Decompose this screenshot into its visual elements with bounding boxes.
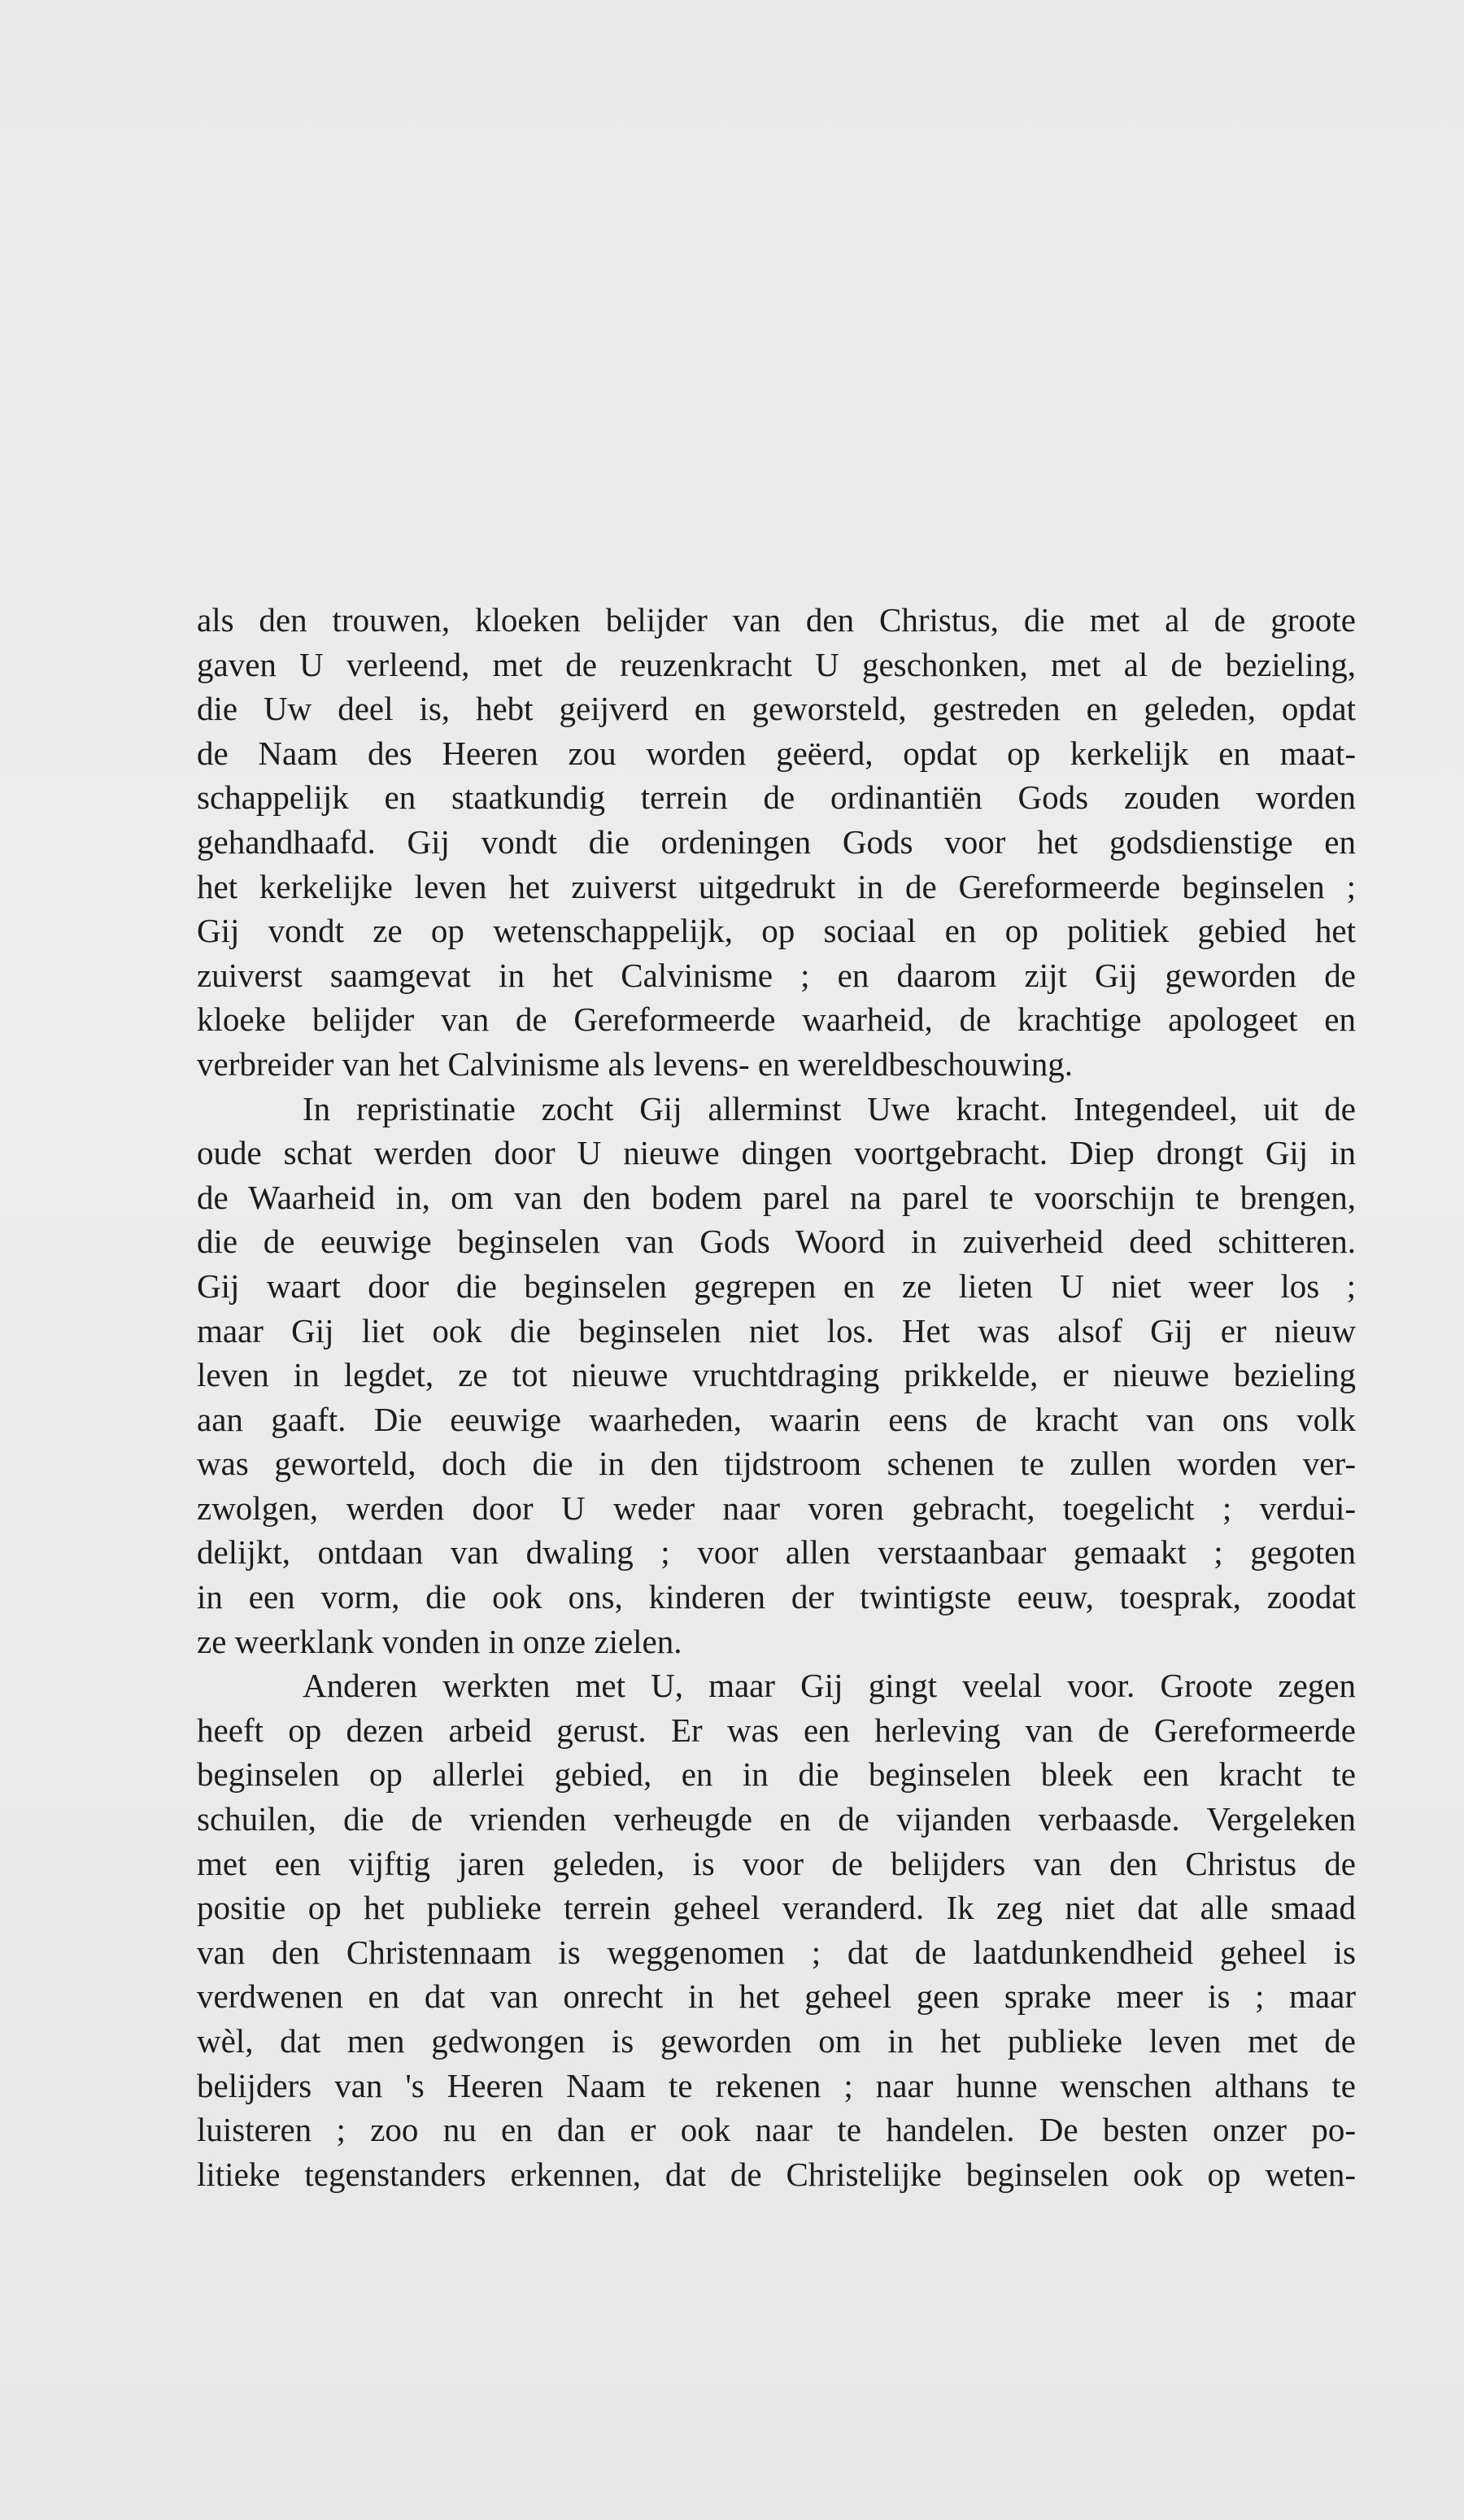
text-line: was geworteld, doch die in den tijdstroom schenen te zullen worden ver- [197, 1445, 1356, 1483]
text-line: kloeke belijder van de Gereformeerde waarheid, de krachtige apologeet en [197, 1001, 1356, 1039]
text-line: wèl, dat men gedwongen is geworden om in het publieke leven met de [197, 2022, 1356, 2060]
text-line: als den trouwen, kloeken belijder van den Christus, die met al de groote [197, 601, 1356, 639]
text-line: de Naam des Heeren zou worden geëerd, opdat op kerkelijk en maat- [197, 734, 1356, 772]
body-text [197, 598, 1356, 2196]
text-line: schappelijk en staatkundig terrein de ordinantiën Gods zouden worden [197, 778, 1356, 817]
text-line: luisteren ; zoo nu en dan er ook naar te handelen. De besten onzer po- [197, 2111, 1356, 2149]
text-line: in een vorm, die ook ons, kinderen der twintigste eeuw, toesprak, zoodat [197, 1578, 1356, 1616]
text-line: de Waarheid in, om van den bodem parel na parel te voorschijn te brengen, [197, 1178, 1356, 1216]
text-line: gaven U verleend, met de reuzenkracht U geschonken, met al de bezieling, [197, 645, 1356, 683]
text-line: In repristinatie zocht Gij allerminst Uwe kracht. Integendeel, uit de [303, 1089, 1356, 1127]
text-line: verbreider van het Calvinisme als levens- en wereldbeschouwing. [197, 1044, 1074, 1083]
text-line: Gij vondt ze op wetenschappelijk, op sociaal en op politiek gebied het [197, 912, 1356, 950]
text-line: belijders van 's Heeren Naam te rekenen ; naar hunne wenschen althans te [197, 2066, 1356, 2104]
text-line: delijkt, ontdaan van dwaling ; voor allen verstaanbaar gemaakt ; gegoten [197, 1533, 1356, 1572]
text-line: met een vijftig jaren geleden, is voor de belijders van den Christus de [197, 1844, 1356, 1882]
text-line: het kerkelijke leven het zuiverst uitgedrukt in de Gereformeerde beginselen ; [197, 867, 1356, 905]
text-line: beginselen op allerlei gebied, en in die beginselen bleek een kracht te [197, 1755, 1356, 1794]
text-line: schuilen, die de vrienden verheugde en de vijanden verbaasde. Vergeleken [197, 1800, 1356, 1838]
text-line: van den Christennaam is weggenomen ; dat de laatdunkendheid geheel is [197, 1933, 1356, 1971]
text-line: heeft op dezen arbeid gerust. Er was een herleving van de Gereformeerde [197, 1711, 1356, 1749]
text-line: leven in legdet, ze tot nieuwe vruchtdraging prikkelde, er nieuwe bezieling [197, 1356, 1356, 1394]
text-line: litieke tegenstanders erkennen, dat de Christelijke beginselen ook op weten- [197, 2155, 1356, 2193]
text-line: maar Gij liet ook die beginselen niet los. Het was alsof Gij er nieuw [197, 1311, 1356, 1349]
text-line: Gij waart door die beginselen gegrepen en ze lieten U niet weer los ; [197, 1267, 1356, 1305]
text-line: die de eeuwige beginselen van Gods Woord in zuiverheid deed schitteren. [197, 1223, 1356, 1261]
text-line: positie op het publieke terrein geheel veranderd. Ik zeg niet dat alle smaad [197, 1889, 1356, 1927]
text-line: zwolgen, werden door U weder naar voren gebracht, toegelicht ; verdui- [197, 1489, 1356, 1527]
text-line: verdwenen en dat van onrecht in het geheel geen sprake meer is ; maar [197, 1977, 1356, 2016]
text-line: aan gaaft. Die eeuwige waarheden, waarin eens de kracht van ons volk [197, 1400, 1356, 1438]
text-line: ze weerklank vonden in onze zielen. [197, 1622, 682, 1660]
text-line: oude schat werden door U nieuwe dingen voortgebracht. Diep drongt Gij in [197, 1134, 1356, 1172]
text-line: zuiverst saamgevat in het Calvinisme ; en daarom zijt Gij geworden de [197, 956, 1356, 994]
text-line: die Uw deel is, hebt geijverd en geworsteld, gestreden en geleden, opdat [197, 690, 1356, 728]
text-line: Anderen werkten met U, maar Gij gingt veelal voor. Groote zegen [303, 1667, 1356, 1705]
text-line: gehandhaafd. Gij vondt die ordeningen Gods voor het godsdienstige en [197, 822, 1356, 861]
